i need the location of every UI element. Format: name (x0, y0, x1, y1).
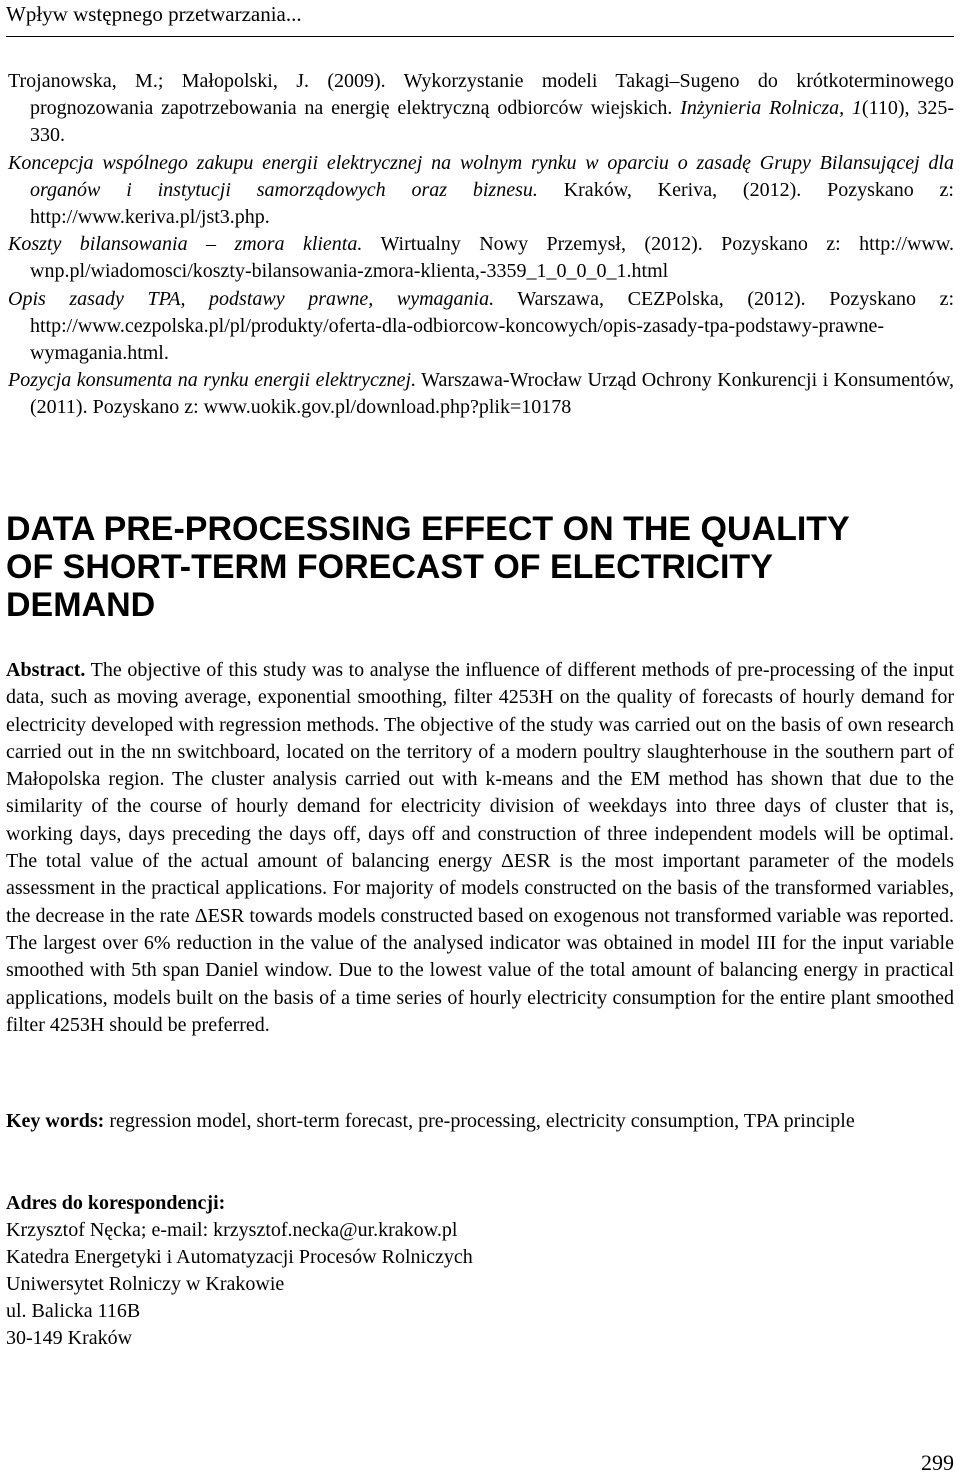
correspondence-line: ul. Balicka 116B (6, 1300, 141, 1322)
title-line: DATA PRE-PROCESSING EFFECT ON THE QUALITY (6, 510, 850, 548)
reference-item: Pozycja konsumenta na rynku energii elektrycznej. Warszawa-Wrocław Urząd Ochrony Konkurencji i Konsumentów, (2011). Pozyskano z: www.uokik.gov.pl/download.php?plik=10178 (8, 369, 954, 419)
running-header: Wpływ wstępnego przetwarzania... (6, 2, 302, 26)
header-rule (6, 36, 954, 37)
abstract (6, 657, 954, 1039)
correspondence-line: Krzysztof Nęcka; e-mail: krzysztof.necka@ur.krakow.pl (6, 1219, 458, 1241)
reference-list (8, 68, 954, 422)
keywords (6, 1108, 954, 1135)
correspondence-label: Adres do korespondencji: (6, 1192, 226, 1214)
keywords-label: Key words: (6, 1110, 105, 1132)
abstract-text: The objective of this study was to analyse the influence of different methods of pre-processing of the input data, such as moving average, exponential smoothing, filter 4253H on the quality of forecasts of hourly demand for electricity developed with regression methods. The objective of the study was carried out on the basis of own research carried out in the nn switchboard, located on the territory of a modern poultry slaughterhouse in the southern part of Małopolska region. The cluster analysis carried out with k-means and the EM method has shown that due to the similarity of the course of hourly demand for electricity division of weekdays into three days of cluster that is, working days, days preceding the days off, days off and construction of three independent models will be optimal. The total value of the actual amount of balancing energy ΔESR is the most important parameter of the models assessment in the practical applications. For majority of models constructed on the basis of the transformed variables, the decrease in the rate ΔESR towards models constructed based on exogenous not transformed variable was reported. The largest over 6% reduction in the value of the analysed indicator was obtained in model III for the input variable smoothed with 5th span Daniel window. Due to the lowest value of the total amount of balancing energy in practical applications, models built on the basis of a time series of hourly electricity consumption for the entire plant smoothed filter 4253H should be preferred. (6, 659, 954, 1036)
reference-item: Opis zasady TPA, podstawy prawne, wymagania. Warszawa, CEZPolska, (2012). Pozyskano z: http://www.cezpolska.pl/pl/produkty/oferta-dla-odbiorcow-koncowych/opis-zasady-tpa-podstawy-prawne-wymagania.html. (8, 287, 954, 365)
title-line: DEMAND (6, 586, 156, 624)
correspondence-line: 30-149 Kraków (6, 1327, 133, 1349)
reference-item: Koszty bilansowania – zmora klienta. Wirtualny Nowy Przemysł, (2012). Pozyskano z: http://www. wnp.pl/wiadomosci/koszty-bilansowania-zmora-klienta,-3359_1_0_0_0_1.html (8, 233, 954, 283)
reference-item: Trojanowska, M.; Małopolski, J. (2009). Wykorzystanie modeli Takagi–Sugeno do krótkoterminowego prognozowania zapotrzebowania na energię elektryczną odbiorców wiejskich. Inżynieria Rolnicza, 1(110), 325-330. (8, 70, 954, 147)
page-number: 299 (921, 1450, 954, 1475)
reference-item: Koncepcja wspólnego zakupu energii elektrycznej na wolnym rynku w oparciu o zasadę Grupy Bilansującej dla organów i instytucji samorządowych oraz biznesu. Kraków, Keriva, (2012). Pozyskano z: http://www.keriva.pl/jst3.php. (8, 151, 954, 229)
correspondence-block (6, 1190, 473, 1352)
paper-title (6, 510, 946, 624)
correspondence-line: Katedra Energetyki i Automatyzacji Procesów Rolniczych (6, 1246, 473, 1268)
keywords-text: regression model, short-term forecast, pre-processing, electricity consumption, TPA principle (104, 1110, 855, 1132)
abstract-label: Abstract. (6, 659, 86, 681)
title-line: OF SHORT-TERM FORECAST OF ELECTRICITY (6, 548, 773, 586)
correspondence-line: Uniwersytet Rolniczy w Krakowie (6, 1273, 285, 1295)
